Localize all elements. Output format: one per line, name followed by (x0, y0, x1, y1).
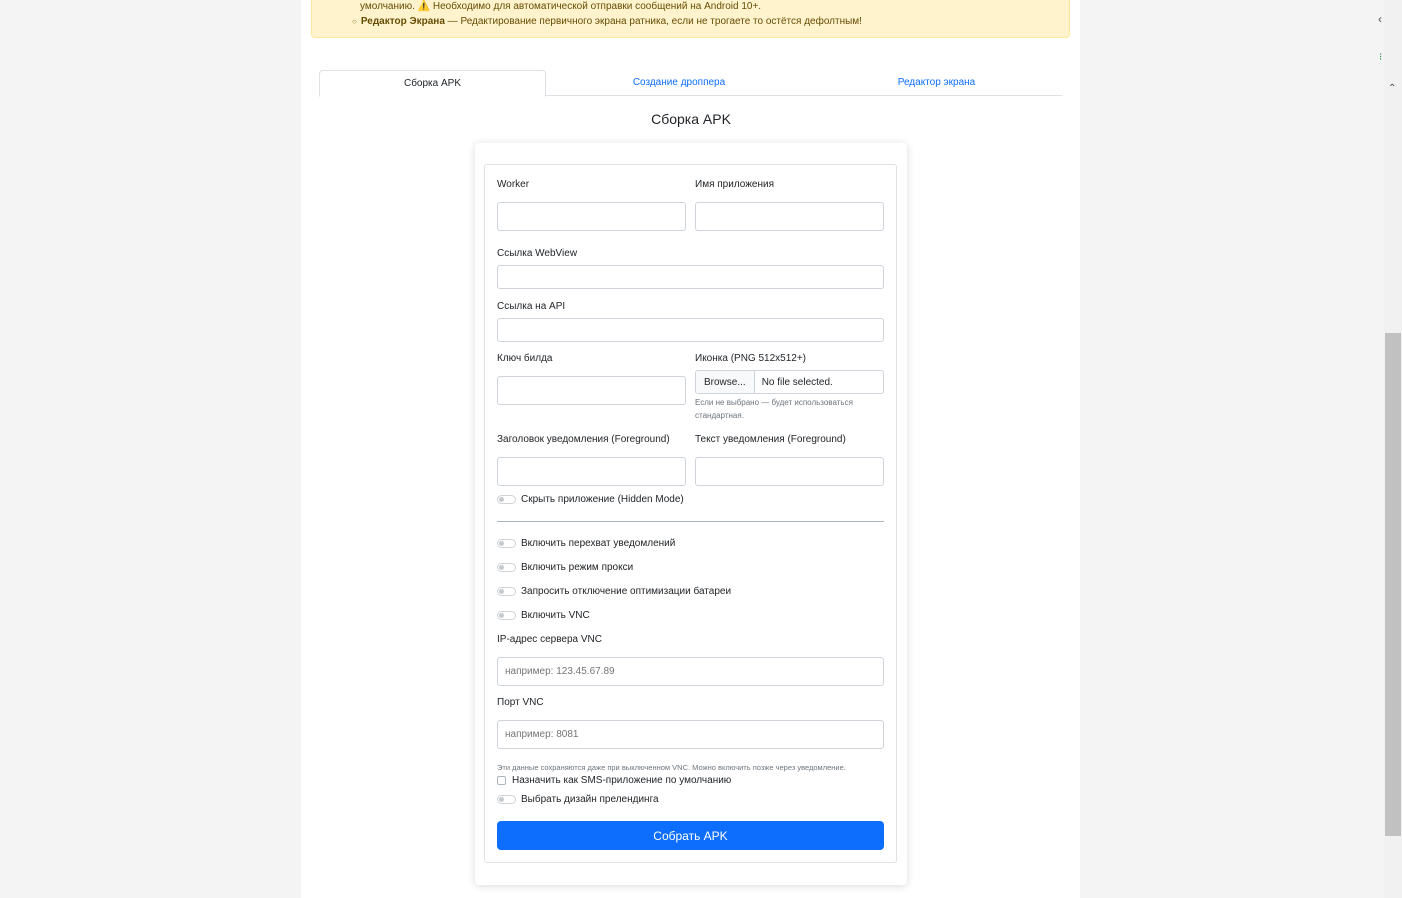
build-key-input[interactable] (497, 376, 686, 405)
hidden-mode-toggle-row (497, 494, 684, 505)
icon-hint-line-2: стандартная. (695, 411, 744, 420)
vnc-port-input[interactable] (497, 720, 884, 749)
notif-text-label: Текст уведомления (Foreground) (695, 434, 846, 445)
battery-switch[interactable] (497, 587, 516, 596)
alert-line-1: умолчанию. ⚠️ Необходимо для автоматической отправки сообщений на Android 10+. (360, 1, 762, 12)
icon-label: Иконка (PNG 512x512+) (695, 353, 807, 364)
browse-button[interactable]: Browse... (696, 371, 755, 393)
hidden-mode-switch[interactable] (497, 495, 516, 504)
icon-hint (695, 396, 853, 422)
intercept-switch[interactable] (497, 539, 516, 548)
vnc-switch[interactable] (497, 611, 516, 620)
api-input[interactable] (497, 318, 884, 342)
prelanding-label: Выбрать дизайн прелендинга (521, 794, 659, 805)
icon-hint-line-1: Если не выбрано — будет использоваться (695, 398, 853, 407)
worker-input[interactable] (497, 202, 686, 231)
sms-default-row (497, 775, 731, 786)
scrollbar-thumb[interactable] (1385, 333, 1401, 836)
bullet-icon: ○ (352, 17, 357, 26)
battery-toggle-row (497, 586, 731, 597)
sms-default-checkbox[interactable] (497, 776, 506, 785)
proxy-switch[interactable] (497, 563, 516, 572)
notif-title-input[interactable] (497, 457, 686, 486)
intercept-toggle-row (497, 538, 675, 549)
vnc-ip-input[interactable] (497, 657, 884, 686)
vnc-hint: Эти данные сохраняются даже при выключенном VNC. Можно включить позже через уведомление. (497, 763, 846, 772)
vnc-toggle-row (497, 610, 590, 621)
vnc-label: Включить VNC (521, 610, 590, 621)
edge-icons (1378, 12, 1383, 63)
icon-file-input[interactable] (695, 370, 884, 394)
divider (497, 521, 884, 522)
build-apk-button[interactable]: Собрать APK (497, 821, 884, 850)
build-key-label: Ключ билда (497, 353, 553, 364)
vnc-ip-label: IP-адрес сервера VNC (497, 634, 602, 645)
webview-label: Ссылка WebView (497, 248, 578, 259)
prelanding-toggle-row (497, 794, 659, 805)
tab-screen-editor[interactable]: Редактор экрана (897, 77, 976, 88)
hidden-mode-label: Скрыть приложение (Hidden Mode) (521, 494, 684, 505)
alert-line-2-title: Редактор Экрана (360, 16, 445, 27)
chevron-left-icon: ‹ (1378, 12, 1382, 26)
notif-title-label: Заголовок уведомления (Foreground) (497, 434, 670, 445)
page-title: Сборка APK (651, 111, 731, 127)
info-alert (311, 0, 1070, 38)
build-form (484, 164, 897, 863)
app-name-label: Имя приложения (695, 179, 774, 190)
scroll-up-icon[interactable]: ⌃ (1388, 83, 1397, 94)
app-name-input[interactable] (695, 202, 884, 231)
prelanding-switch[interactable] (497, 795, 516, 804)
file-name: No file selected. (761, 376, 833, 388)
battery-label: Запросить отключение оптимизации батареи (521, 586, 732, 597)
sms-default-label: Назначить как SMS-приложение по умолчанию (512, 775, 732, 786)
extension-icon: ⁝ (1379, 52, 1383, 63)
proxy-label: Включить режим прокси (521, 562, 634, 573)
tab-bar (319, 70, 1062, 96)
scrollbar[interactable] (1384, 0, 1402, 898)
alert-line-2-text: — Редактирование первичного экрана ратника, если не трогаете то остётся дефолтным! (444, 16, 862, 27)
vnc-port-label: Порт VNC (497, 697, 544, 708)
api-label: Ссылка на API (497, 301, 566, 312)
notif-text-input[interactable] (695, 457, 884, 486)
build-card (475, 143, 907, 885)
alert-line-2 (352, 16, 862, 27)
tab-build-apk[interactable]: Сборка APK (319, 70, 546, 97)
tab-dropper[interactable]: Создание дроппера (632, 77, 726, 88)
intercept-label: Включить перехват уведомлений (521, 538, 676, 549)
webview-input[interactable] (497, 265, 884, 289)
worker-label: Worker (497, 179, 530, 190)
proxy-toggle-row (497, 562, 633, 573)
